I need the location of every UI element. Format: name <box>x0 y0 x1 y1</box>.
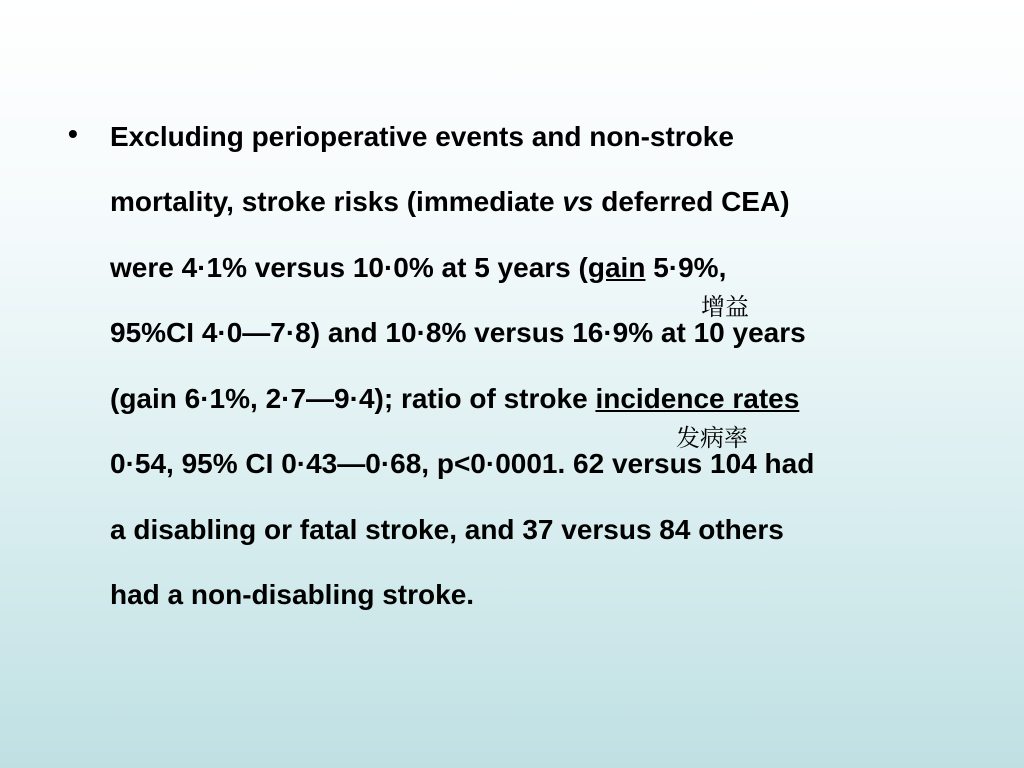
underlined-gain: gain <box>587 252 646 283</box>
text-line-7: a disabling or fatal stroke, and 37 versus 84 others <box>110 514 784 545</box>
annotation-incidence-rates: 发病率 <box>676 424 748 452</box>
text-segment: mortality, stroke risks (immediate <box>110 186 563 217</box>
text-line-1: Excluding perioperative events and non-stroke <box>110 121 734 152</box>
text-line-8: had a non-disabling stroke. <box>110 579 475 610</box>
text-segment: were 4·1% versus 10·0% at 5 years ( <box>110 252 588 283</box>
text-line-5 <box>110 382 799 416</box>
text-line-2 <box>110 185 790 219</box>
text-line-6: 0·54, 95% CI 0·43—0·68, p<0·0001. 62 versus 104 had <box>110 448 815 479</box>
underlined-incidence-rates: incidence rates <box>595 383 800 414</box>
text-segment: deferred CEA) <box>593 186 790 217</box>
italic-vs: vs <box>562 186 594 217</box>
annotation-gain: 增益 <box>701 293 749 321</box>
text-segment: (gain 6·1%, 2·7—9·4); ratio of stroke <box>110 383 596 414</box>
text-line-4: 95%CI 4·0—7·8) and 10·8% versus 16·9% at 10 years <box>110 317 806 348</box>
text-segment: 5·9%, <box>645 252 727 283</box>
text-line-3 <box>110 251 726 285</box>
bullet-marker: • <box>68 118 78 149</box>
